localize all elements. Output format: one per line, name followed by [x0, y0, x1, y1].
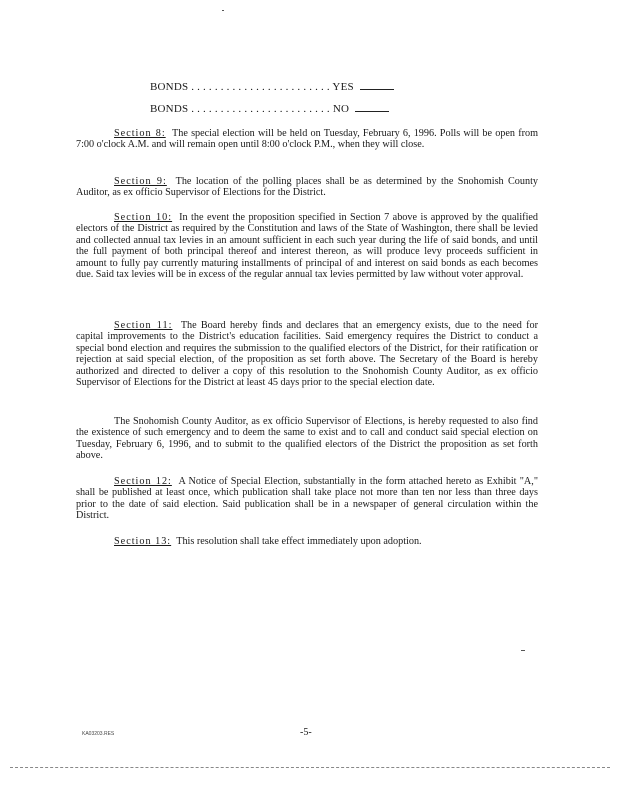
- section-11-heading: Section 11:: [114, 320, 173, 331]
- auditor-text: The Snohomish County Auditor, as ex officio Supervisor of Elections, is hereby requested to also find the existence of such emergency and to deem the same to exist and to call and conduct said special election on Tuesday, February 6, 1996, and to submit to the qualified electors of the District the proposition as set forth above.: [76, 416, 538, 462]
- ballot-yes-line: [150, 80, 394, 93]
- section-11-text: The Board hereby finds and declares that an emergency exists, due to the need for capital improvements to the District's education facilities. Said emergency requires the District to conduct a special bond election and requires the submission to the qualified electors of the District, for their ratification or rejection at said special election, of the proposition as set forth above. The Secretary of the Board is hereby authorized and directed to deliver a copy of this resolution to the Snohomish County Auditor, as ex officio Supervisor of Elections for the District at least 45 days prior to the special election date.: [76, 320, 538, 389]
- section-11-paragraph: [76, 320, 538, 388]
- section-13-paragraph: [76, 536, 538, 547]
- section-10-text: In the event the proposition specified in Section 7 above is approved by the qualified electors of the District as required by the Constitution and laws of the State of Washington, there shall be levied and collected annual tax levies in an amount sufficient in each such year during the life of said bonds, and until the full payment of both principal thereof and interest thereon, as will produce levy proceeds sufficient in amount to fully pay currently maturing installments of principal of and interest on said bonds as each becomes due. Said tax levies will be in excess of the regular annual tax levies permitted by law without voter approval.: [76, 212, 539, 281]
- section-8-text: The special election will be held on Tuesday, February 6, 1996. Polls will be open from 7:00 o'clock A.M. and will remain open until 8:00 o'clock P.M., when they will close.: [76, 128, 538, 151]
- section-12-paragraph: [76, 476, 538, 522]
- scan-artifact-line: [10, 767, 610, 768]
- ballot-no-line: [150, 102, 389, 115]
- section-12-heading: Section 12:: [114, 476, 172, 487]
- section-12-text: A Notice of Special Election, substantially in the form attached hereto as Exhibit "A," shall be published at least once, which publication shall take place not more than ten nor less than three days prior to the date of said election. Said publication shall be in a newspaper of general circulation within the District.: [76, 476, 538, 522]
- auditor-paragraph: [76, 416, 538, 462]
- ballot-yes-text: BONDS . . . . . . . . . . . . . . . . . . . . . . . . YES: [150, 81, 354, 93]
- section-9-heading: Section 9:: [114, 176, 167, 187]
- ballot-yes-blank: [360, 80, 394, 90]
- section-10-heading: Section 10:: [114, 212, 173, 223]
- page-number: -5-: [300, 727, 312, 738]
- section-13-heading: Section 13:: [114, 536, 172, 547]
- section-10-paragraph: [76, 212, 538, 280]
- section-9-text: The location of the polling places shall be as determined by the Snohomish County Auditor, as ex officio Supervisor of Elections for the District.: [76, 176, 539, 199]
- scan-speck: [222, 10, 224, 11]
- section-8-paragraph: [76, 128, 538, 151]
- ballot-no-text: BONDS . . . . . . . . . . . . . . . . . . . . . . . . NO: [150, 103, 350, 115]
- section-13-text: This resolution shall take effect immediately upon adoption.: [176, 536, 422, 547]
- footer-document-id: KA03203.RES: [82, 731, 115, 737]
- scan-speck: [521, 650, 525, 651]
- section-8-heading: Section 8:: [114, 128, 166, 139]
- ballot-no-blank: [355, 102, 389, 112]
- section-9-paragraph: [76, 176, 538, 199]
